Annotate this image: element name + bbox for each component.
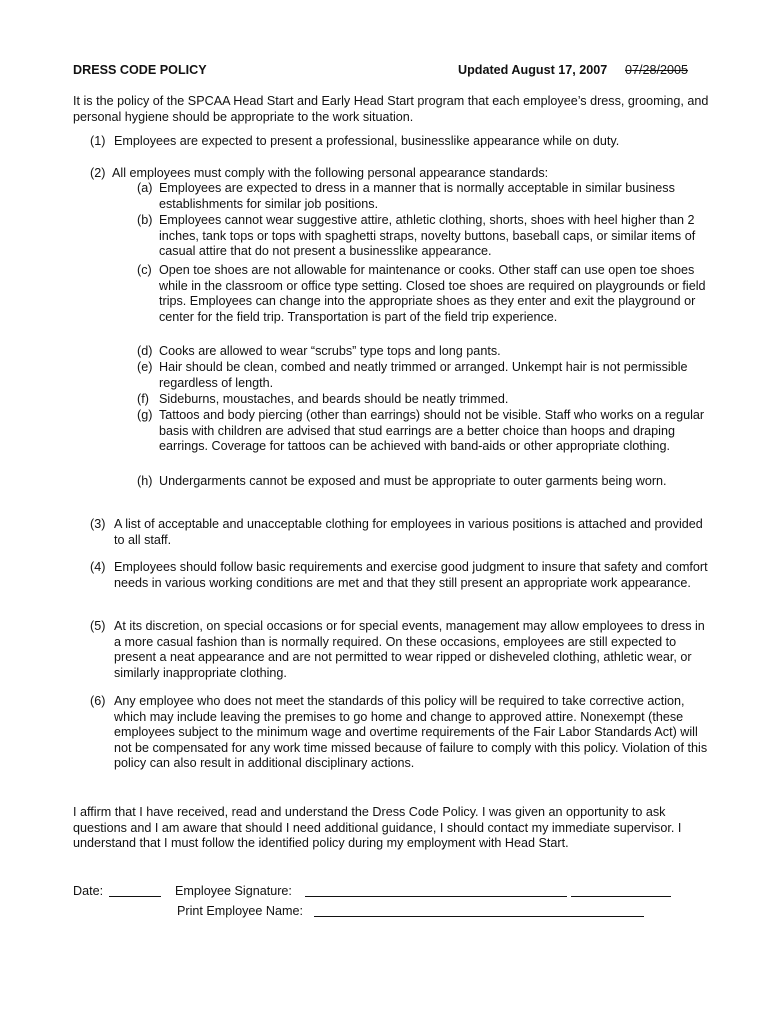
item-text: Employees are expected to present a professional, businesslike appearance while on duty. <box>114 134 620 148</box>
affirmation-paragraph: I affirm that I have received, read and understand the Dress Code Policy. I was given an opportunity to ask questions and I am aware that should I need additional guidance, I should contact my immediate supervisor. I understand that I must follow the identified policy during my employment with Head Start. <box>73 805 682 851</box>
subitem-text: Undergarments cannot be exposed and must be appropriate to outer garments being worn. <box>159 474 667 488</box>
print-name-label: Print Employee Name: <box>177 904 303 918</box>
updated-date: Updated August 17, 2007 <box>458 63 608 77</box>
subitem-text: Cooks are allowed to wear “scrubs” type tops and long pants. <box>159 344 501 358</box>
item-text: At its discretion, on special occasions or for special events, management may allow employees to dress in a more casual fashion than is normally required. On these occasions, employees are still expected to present a neat appearance and are not permitted to wear ripped or disheveled clothing, athletic wear, or similarly inappropriate clothing. <box>114 619 705 680</box>
policy-item <box>90 694 710 772</box>
document-title: DRESS CODE POLICY <box>73 63 207 77</box>
intro-paragraph: It is the policy of the SPCAA Head Start and Early Head Start program that each employee’s dress, grooming, and personal hygiene should be appropriate to the work situation. <box>73 94 709 124</box>
policy-subitem <box>137 408 717 455</box>
policy-item <box>90 134 710 150</box>
policy-item <box>90 560 710 591</box>
date-label: Date: <box>73 884 104 898</box>
subitem-letter: (c) <box>137 263 152 277</box>
policy-subitem <box>137 213 717 260</box>
subitem-letter: (h) <box>137 474 153 488</box>
item-text: Employees should follow basic requirements and exercise good judgment to insure that safety and comfort needs in various working conditions are met and that they still present an appropriate work appearance. <box>114 560 708 590</box>
subitem-letter: (e) <box>137 360 153 374</box>
previous-date: 07/28/2005 <box>625 63 689 77</box>
subitem-letter: (d) <box>137 344 153 358</box>
subitem-text: Hair should be clean, combed and neatly trimmed or arranged. Unkempt hair is not permissible regardless of length. <box>159 360 688 390</box>
subitem-text: Open toe shoes are not allowable for maintenance or cooks. Other staff can use open toe shoes while in the classroom or office type setting. Closed toe shoes are required on playgrounds or field trips. Employees can change into the appropriate shoes as they enter and exit the playground or center for the field trip. Transportation is part of the field trip experience. <box>159 263 706 324</box>
subitem-letter: (g) <box>137 408 153 422</box>
subitem-text: Sideburns, moustaches, and beards should be neatly trimmed. <box>159 392 509 406</box>
print-name-line[interactable] <box>314 904 644 917</box>
policy-subitem <box>137 392 717 408</box>
item-number: (1) <box>90 134 106 148</box>
item-text: Any employee who does not meet the standards of this policy will be required to take corrective action, which may include leaving the premises to go home and change to approved attire. Nonexempt (these employees subject to the minimum wage and overtime requirements of the Fair Labor Standards Act) will not be compensated for any work time missed because of failure to comply with this policy. Violation of this policy can also result in additional disciplinary actions. <box>114 694 708 771</box>
item-text: All employees must comply with the following personal appearance standards: <box>112 166 549 180</box>
item-number: (3) <box>90 517 106 531</box>
subitem-letter: (a) <box>137 181 153 195</box>
item-text: A list of acceptable and unacceptable clothing for employees in various positions is attached and provided to all staff. <box>114 517 703 547</box>
policy-item <box>90 517 710 548</box>
policy-subitem <box>137 344 717 360</box>
item-number: (6) <box>90 694 106 708</box>
date-line[interactable] <box>109 884 161 897</box>
item-number: (2) <box>90 166 106 180</box>
employee-signature-line-extra[interactable] <box>571 884 671 897</box>
employee-signature-line[interactable] <box>305 884 567 897</box>
item-number: (5) <box>90 619 106 633</box>
policy-subitem <box>137 181 717 212</box>
subitem-letter: (b) <box>137 213 153 227</box>
subitem-letter: (f) <box>137 392 149 406</box>
policy-subitem <box>137 474 717 490</box>
item-number: (4) <box>90 560 106 574</box>
policy-item <box>90 166 710 182</box>
policy-subitem <box>137 360 717 391</box>
subitem-text: Tattoos and body piercing (other than earrings) should not be visible. Staff who works on a regular basis with children are advised that stud earrings are a better choice than hoops and draping earrings. Coverage for tattoos can be achieved with band-aids or other appropriate clothing. <box>159 408 705 454</box>
policy-item <box>90 619 710 681</box>
subitem-text: Employees are expected to dress in a manner that is normally acceptable in similar business establishments for similar job positions. <box>159 181 675 211</box>
employee-signature-label: Employee Signature: <box>175 884 292 898</box>
policy-subitem <box>137 263 717 325</box>
subitem-text: Employees cannot wear suggestive attire, athletic clothing, shorts, shoes with heel higher than 2 inches, tank tops or tops with spaghetti straps, novelty buttons, baseball caps, or similar items of casual attire that do not present a businesslike appearance. <box>159 213 696 259</box>
